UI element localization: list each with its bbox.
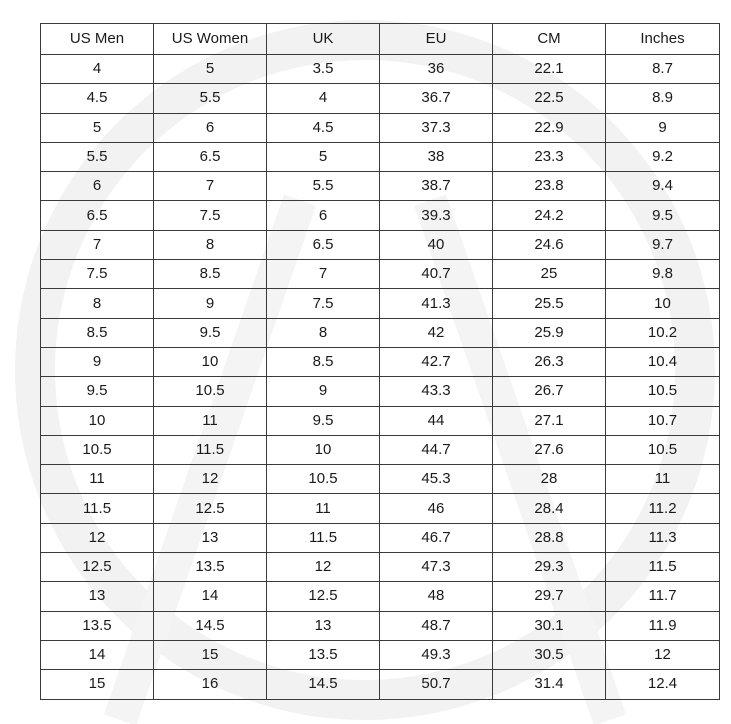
- header-row: [41, 24, 720, 55]
- table-row: [41, 640, 720, 669]
- cell-inches: 11.7: [606, 582, 720, 611]
- table-row: [41, 318, 720, 347]
- cell-eu: 36.7: [380, 84, 493, 113]
- shoe-size-chart: [40, 23, 720, 700]
- cell-inches: 10.2: [606, 318, 720, 347]
- cell-eu: 41.3: [380, 289, 493, 318]
- header-inches: Inches: [606, 24, 720, 55]
- table-row: [41, 113, 720, 142]
- cell-cm: 28: [493, 465, 606, 494]
- cell-us-men: 11.5: [41, 494, 154, 523]
- cell-cm: 26.7: [493, 377, 606, 406]
- cell-inches: 10.5: [606, 377, 720, 406]
- cell-uk: 14.5: [267, 670, 380, 699]
- cell-cm: 24.6: [493, 230, 606, 259]
- cell-inches: 11.2: [606, 494, 720, 523]
- cell-inches: 10: [606, 289, 720, 318]
- cell-us-men: 9: [41, 347, 154, 376]
- cell-inches: 11.5: [606, 553, 720, 582]
- cell-us-men: 6.5: [41, 201, 154, 230]
- cell-uk: 11.5: [267, 523, 380, 552]
- table-row: [41, 84, 720, 113]
- cell-us-men: 4: [41, 55, 154, 84]
- cell-us-men: 12.5: [41, 553, 154, 582]
- cell-eu: 38: [380, 142, 493, 171]
- cell-cm: 23.8: [493, 172, 606, 201]
- cell-eu: 39.3: [380, 201, 493, 230]
- cell-us-men: 13.5: [41, 611, 154, 640]
- cell-uk: 8: [267, 318, 380, 347]
- cell-cm: 29.7: [493, 582, 606, 611]
- cell-us-women: 6.5: [154, 142, 267, 171]
- cell-us-women: 12.5: [154, 494, 267, 523]
- cell-us-men: 15: [41, 670, 154, 699]
- table-body: [41, 55, 720, 700]
- cell-eu: 48: [380, 582, 493, 611]
- cell-uk: 10.5: [267, 465, 380, 494]
- cell-us-women: 11.5: [154, 435, 267, 464]
- cell-inches: 11.3: [606, 523, 720, 552]
- cell-inches: 9: [606, 113, 720, 142]
- cell-us-men: 6: [41, 172, 154, 201]
- cell-cm: 27.6: [493, 435, 606, 464]
- header-eu: EU: [380, 24, 493, 55]
- cell-us-women: 14.5: [154, 611, 267, 640]
- cell-eu: 46.7: [380, 523, 493, 552]
- cell-us-men: 12: [41, 523, 154, 552]
- cell-us-men: 13: [41, 582, 154, 611]
- table-row: [41, 201, 720, 230]
- cell-us-men: 10.5: [41, 435, 154, 464]
- cell-cm: 22.5: [493, 84, 606, 113]
- cell-cm: 24.2: [493, 201, 606, 230]
- table-row: [41, 260, 720, 289]
- cell-inches: 11.9: [606, 611, 720, 640]
- cell-us-women: 9: [154, 289, 267, 318]
- cell-us-women: 8.5: [154, 260, 267, 289]
- header-cm: CM: [493, 24, 606, 55]
- cell-us-women: 14: [154, 582, 267, 611]
- cell-eu: 40: [380, 230, 493, 259]
- header-us-men: US Men: [41, 24, 154, 55]
- cell-uk: 5: [267, 142, 380, 171]
- cell-us-women: 13.5: [154, 553, 267, 582]
- cell-us-men: 5.5: [41, 142, 154, 171]
- cell-uk: 12.5: [267, 582, 380, 611]
- cell-eu: 48.7: [380, 611, 493, 640]
- table-row: [41, 347, 720, 376]
- cell-inches: 9.4: [606, 172, 720, 201]
- cell-us-women: 7: [154, 172, 267, 201]
- cell-eu: 42: [380, 318, 493, 347]
- cell-eu: 49.3: [380, 640, 493, 669]
- cell-cm: 25.9: [493, 318, 606, 347]
- table-row: [41, 670, 720, 699]
- cell-cm: 28.4: [493, 494, 606, 523]
- cell-cm: 27.1: [493, 406, 606, 435]
- cell-uk: 6.5: [267, 230, 380, 259]
- cell-cm: 22.1: [493, 55, 606, 84]
- table-row: [41, 553, 720, 582]
- cell-us-men: 11: [41, 465, 154, 494]
- cell-us-women: 13: [154, 523, 267, 552]
- table-row: [41, 523, 720, 552]
- header-us-women: US Women: [154, 24, 267, 55]
- table-row: [41, 377, 720, 406]
- cell-uk: 7: [267, 260, 380, 289]
- cell-eu: 38.7: [380, 172, 493, 201]
- cell-inches: 9.7: [606, 230, 720, 259]
- cell-cm: 30.1: [493, 611, 606, 640]
- table-row: [41, 435, 720, 464]
- cell-eu: 44: [380, 406, 493, 435]
- cell-us-men: 7: [41, 230, 154, 259]
- cell-us-men: 4.5: [41, 84, 154, 113]
- cell-us-women: 8: [154, 230, 267, 259]
- cell-us-men: 10: [41, 406, 154, 435]
- cell-uk: 13: [267, 611, 380, 640]
- cell-uk: 10: [267, 435, 380, 464]
- header-uk: UK: [267, 24, 380, 55]
- cell-us-women: 6: [154, 113, 267, 142]
- cell-uk: 5.5: [267, 172, 380, 201]
- cell-uk: 13.5: [267, 640, 380, 669]
- cell-eu: 37.3: [380, 113, 493, 142]
- cell-inches: 10.4: [606, 347, 720, 376]
- cell-uk: 3.5: [267, 55, 380, 84]
- cell-uk: 9: [267, 377, 380, 406]
- cell-inches: 8.7: [606, 55, 720, 84]
- table-row: [41, 289, 720, 318]
- cell-us-men: 14: [41, 640, 154, 669]
- cell-uk: 7.5: [267, 289, 380, 318]
- cell-inches: 8.9: [606, 84, 720, 113]
- cell-us-men: 8.5: [41, 318, 154, 347]
- cell-cm: 25: [493, 260, 606, 289]
- cell-eu: 40.7: [380, 260, 493, 289]
- cell-cm: 26.3: [493, 347, 606, 376]
- cell-us-women: 7.5: [154, 201, 267, 230]
- cell-inches: 12: [606, 640, 720, 669]
- cell-inches: 10.7: [606, 406, 720, 435]
- cell-uk: 6: [267, 201, 380, 230]
- cell-us-women: 15: [154, 640, 267, 669]
- table-row: [41, 406, 720, 435]
- cell-eu: 47.3: [380, 553, 493, 582]
- table-row: [41, 142, 720, 171]
- table-row: [41, 465, 720, 494]
- cell-us-men: 9.5: [41, 377, 154, 406]
- cell-us-men: 8: [41, 289, 154, 318]
- table-row: [41, 230, 720, 259]
- cell-cm: 29.3: [493, 553, 606, 582]
- cell-us-women: 16: [154, 670, 267, 699]
- table-row: [41, 582, 720, 611]
- cell-inches: 9.8: [606, 260, 720, 289]
- cell-us-women: 9.5: [154, 318, 267, 347]
- cell-cm: 25.5: [493, 289, 606, 318]
- cell-eu: 45.3: [380, 465, 493, 494]
- cell-us-women: 10.5: [154, 377, 267, 406]
- table-row: [41, 55, 720, 84]
- cell-cm: 23.3: [493, 142, 606, 171]
- cell-inches: 10.5: [606, 435, 720, 464]
- cell-us-women: 10: [154, 347, 267, 376]
- cell-inches: 11: [606, 465, 720, 494]
- cell-uk: 12: [267, 553, 380, 582]
- cell-eu: 43.3: [380, 377, 493, 406]
- cell-us-men: 7.5: [41, 260, 154, 289]
- cell-cm: 31.4: [493, 670, 606, 699]
- cell-eu: 42.7: [380, 347, 493, 376]
- table-row: [41, 494, 720, 523]
- cell-cm: 22.9: [493, 113, 606, 142]
- cell-eu: 46: [380, 494, 493, 523]
- cell-cm: 28.8: [493, 523, 606, 552]
- cell-inches: 9.5: [606, 201, 720, 230]
- cell-us-women: 11: [154, 406, 267, 435]
- cell-uk: 9.5: [267, 406, 380, 435]
- cell-us-women: 5.5: [154, 84, 267, 113]
- table-row: [41, 611, 720, 640]
- cell-inches: 9.2: [606, 142, 720, 171]
- cell-inches: 12.4: [606, 670, 720, 699]
- cell-uk: 8.5: [267, 347, 380, 376]
- cell-eu: 36: [380, 55, 493, 84]
- cell-uk: 11: [267, 494, 380, 523]
- cell-cm: 30.5: [493, 640, 606, 669]
- cell-uk: 4: [267, 84, 380, 113]
- cell-us-women: 12: [154, 465, 267, 494]
- cell-eu: 44.7: [380, 435, 493, 464]
- cell-uk: 4.5: [267, 113, 380, 142]
- cell-eu: 50.7: [380, 670, 493, 699]
- table-row: [41, 172, 720, 201]
- cell-us-men: 5: [41, 113, 154, 142]
- cell-us-women: 5: [154, 55, 267, 84]
